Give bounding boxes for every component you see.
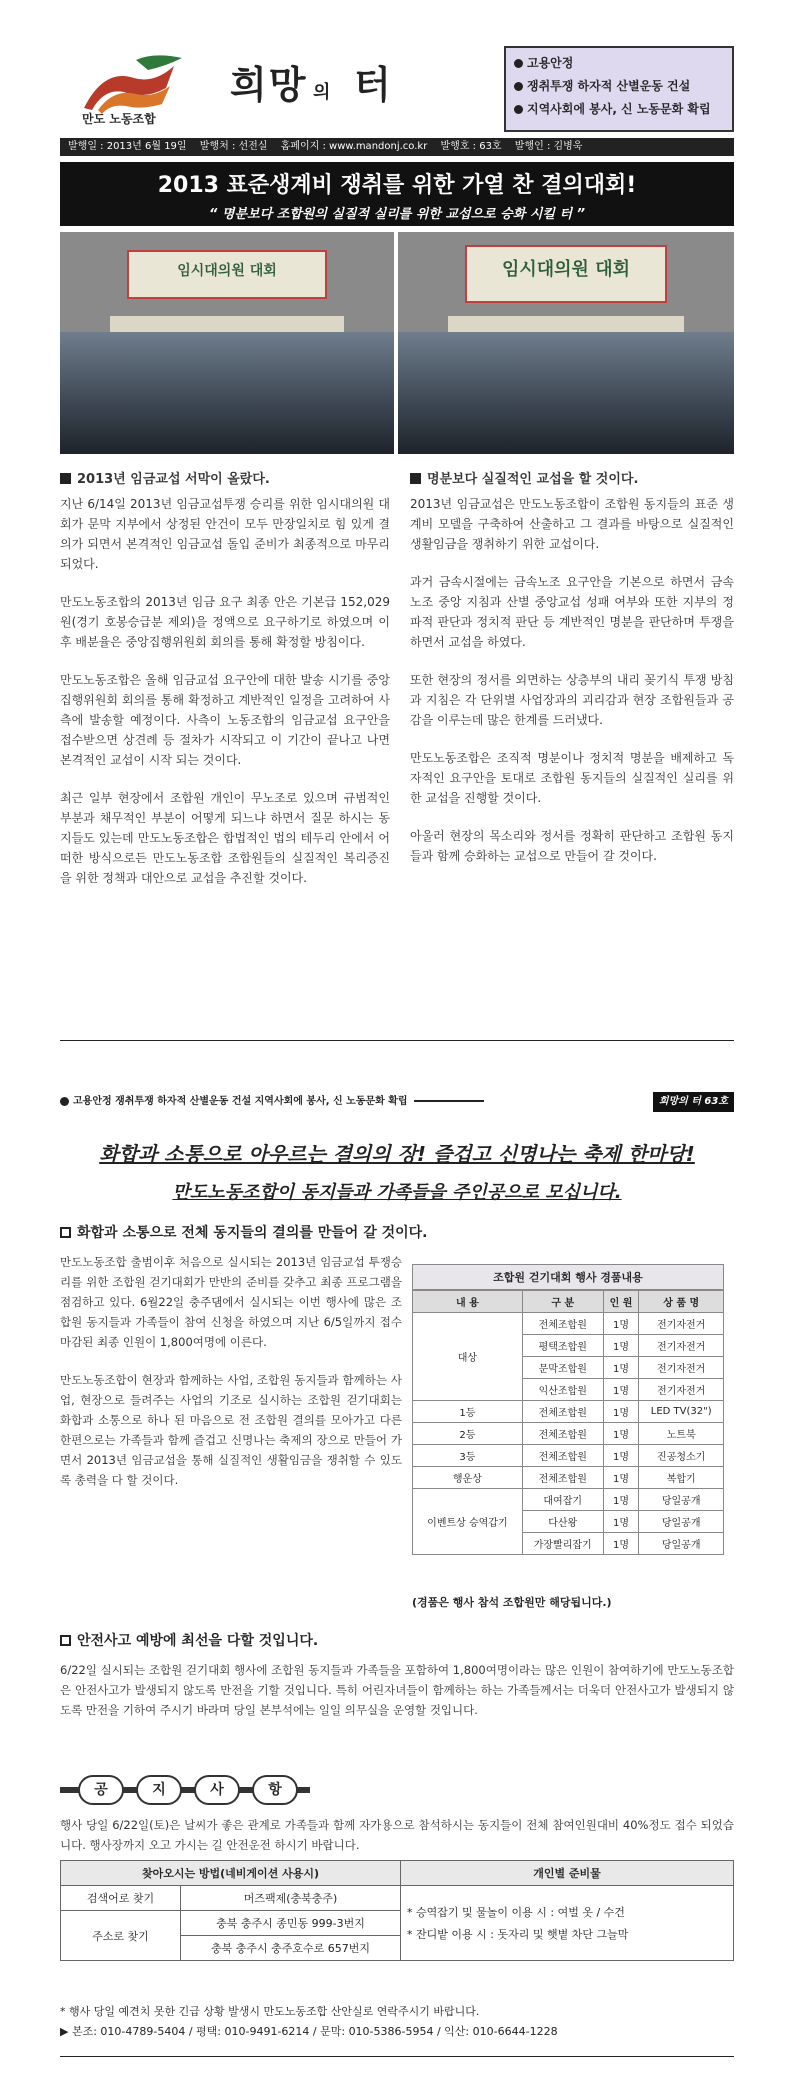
prize-cell: 3등	[413, 1445, 523, 1467]
square-outline-icon	[60, 1635, 71, 1646]
right-column	[410, 470, 734, 884]
contact-numbers: ▶ 본조: 010-4789-5404 / 평택: 010-9491-6214 / 문막: 010-5386-5954 / 익산: 010-6644-1228	[60, 2025, 558, 2038]
photo-2-banner: 임시대의원 대회	[465, 245, 667, 303]
address-label: 주소로 찾기	[61, 1911, 181, 1961]
info-editor: 발행인 : 김병욱	[514, 141, 583, 152]
left-column-title: 2013년 임금교섭 서막이 올랐다.	[60, 470, 390, 490]
masthead-b: 의	[313, 82, 331, 103]
prize-cell: 1명	[603, 1335, 639, 1357]
festival-para-2: 만도노동조합이 현장과 함께하는 사업, 조합원 동지들과 함께하는 사업, 현장으로 들려주는 사업의 기조로 실시하는 조합원 걷기대회는 화합과 소통으로 하나 된 마음으로 전 조합원 결의를 모아가고 다른 한편으로는 가족들과 함께 즐겁고 신명나는 축제의 장으로 만들어 가면서 2013년 임금교섭을 통해 실질적인 생활임금을 쟁취할 수 있도록 총력을 다 할 것이다.	[60, 1373, 402, 1487]
directions-table	[60, 1860, 734, 1961]
masthead-c: 터	[353, 62, 393, 107]
bullet-icon	[514, 105, 523, 114]
masthead-a: 희망	[230, 62, 308, 107]
headline-bar	[60, 162, 734, 226]
prize-cell: 1명	[603, 1313, 639, 1335]
left-para-2: 만도노동조합의 2013년 임금 요구 최종 안은 기본급 152,029원(경기 호봉승급분 제외)을 정액으로 요구하기로 하였으며 이후 배분율은 중앙집행위원회 회의를 통해 확정할 방침이다.	[60, 595, 390, 649]
notice-char: 공	[78, 1775, 124, 1805]
left-column	[60, 470, 390, 906]
prep-list	[401, 1886, 734, 1961]
masthead	[230, 54, 393, 109]
prize-cell: 당일공개	[639, 1511, 724, 1533]
prize-cell: 복합기	[639, 1467, 724, 1489]
bottom-notes	[60, 2002, 734, 2042]
prep-header: 개인별 준비물	[401, 1861, 734, 1886]
prize-cell: 익산조합원	[522, 1379, 603, 1401]
info-issue: 발행호 : 63호	[440, 141, 502, 152]
right-para-2: 과거 금속시절에는 금속노조 요구안을 기본으로 하면서 금속노조 중앙 지침과 산별 중앙교섭 성패 여부와 또한 지부의 정파적 판단과 정치적 판단 등 계반적인 명분을 판단하며 투쟁을 하면서 교섭을 하였다.	[410, 575, 734, 649]
left-para-1: 지난 6/14일 2013년 임금교섭투쟁 승리를 위한 임시대의원 대회가 문막 지부에서 상정된 안건이 모두 만장일치로 힘 있게 결의가 되면서 본격적인 임금교섭 돌입 준비가 최종적으로 마무리 되었다.	[60, 497, 390, 571]
prize-row	[413, 1467, 724, 1489]
festival-para-1: 만도노동조합 출범이후 처음으로 실시되는 2013년 임금교섭 투쟁승리를 위한 조합원 걷기대회가 만반의 준비를 갖추고 최종 프로그램을 점검하고 있다. 6월22일 충주댐에서 실시되는 이번 행사에 많은 조합원 동지들과 가족들이 참여 신청을 하였으며 지난 6/5일까지 접수 마감된 최종 인원이 1,800여명에 이른다.	[60, 1255, 402, 1349]
address-value-1: 충북 충주시 종민동 999-3번지	[181, 1911, 401, 1936]
notice-char: 지	[136, 1775, 182, 1805]
slogan-2: 쟁취투쟁 하자적 산별운동 건설	[514, 77, 724, 94]
slogan-box	[504, 46, 734, 132]
prize-cell: 1명	[603, 1357, 639, 1379]
left-para-3: 만도노동조합은 올해 임금교섭 요구안에 대한 발송 시기를 중앙집행위원회 회의를 통해 확정하고 계반적인 일정을 고려하여 사측에 발송할 예정이다. 사측이 노동조합의 임금교섭 요구안을 접수받으면 상견례 등 절차가 시작되고 이 기간이 끝나고 나면 본격적인 교섭이 시작 되는 것이다.	[60, 673, 390, 767]
section-divider	[60, 1040, 734, 1041]
photo-2	[398, 232, 734, 454]
festival-section-2	[60, 1660, 734, 1738]
subhead: “ 명분보다 조합원의 실질적 실리를 위한 교섭으로 승화 시킬 터 ”	[209, 207, 585, 222]
prize-cell: 대여잡기	[522, 1489, 603, 1511]
right-para-5: 아울러 현장의 목소리와 정서를 정확히 판단하고 조합원 동지들과 함께 승화하는 교섭으로 만들어 갈 것이다.	[410, 829, 734, 863]
prize-cell: 전체조합원	[522, 1313, 603, 1335]
org-name: 만도 노동조합	[82, 112, 156, 126]
headline: 2013 표준생계비 쟁취를 위한 가열 찬 결의대회!	[157, 173, 637, 198]
prize-cell: 1명	[603, 1379, 639, 1401]
prep-item-1: * 승역잡기 및 물놀이 이용 시 : 여벌 옷 / 수건	[407, 1906, 625, 1919]
left-para-4: 최근 일부 현장에서 조합원 개인이 무노조로 있으며 규범적인 부분과 채무적인 부분이 어떻게 되느냐 하면서 질문 하시는 동지들도 있는데 만도노동조합은 합법적인 법의 테두리 안에서 어떠한 방식으로든 만도노동조합 조합원들의 실질적인 복리증진을 위한 정책과 대안으로 교섭을 추진할 것이다.	[60, 791, 390, 885]
prize-cell: 이벤트상 승역갑기	[413, 1489, 523, 1555]
issue-badge: 희망의 터 63호	[653, 1092, 734, 1112]
prize-row	[413, 1445, 724, 1467]
prize-cell: 1등	[413, 1401, 523, 1423]
right-para-3: 또한 현장의 정서를 외면하는 상층부의 내리 꽂기식 투쟁 방침과 지침은 각 단위별 사업장과의 괴리감과 현장 조합원들과 공감을 이루는데 많은 한계를 드러냈다.	[410, 673, 734, 727]
festival-subheadline: 만도노동조합이 동지들과 가족들을 주인공으로 모십니다.	[172, 1182, 622, 1203]
page-strip: 고용안정 쟁취투쟁 하자적 산별운동 건설 지역사회에 봉사, 신 노동문화 확립 희망의 터 63호	[60, 1092, 734, 1112]
prize-cell: 전기자전거	[639, 1379, 724, 1401]
info-bar	[60, 138, 734, 156]
address-value-2: 충북 충주시 충주호수로 657번지	[181, 1936, 401, 1961]
prize-header-cell: 상 품 명	[639, 1291, 724, 1313]
directions-header: 찾아오시는 방법(네비게이션 사용시)	[61, 1861, 401, 1886]
slogan-3: 지역사회에 봉사, 신 노동문화 확립	[514, 100, 724, 117]
prize-cell: 전체조합원	[522, 1401, 603, 1423]
prize-cell: 당일공개	[639, 1489, 724, 1511]
prize-cell: 노트북	[639, 1423, 724, 1445]
prize-cell: 1명	[603, 1423, 639, 1445]
prize-cell: 전체조합원	[522, 1445, 603, 1467]
festival-headline: 화합과 소통으로 아우르는 결의의 장! 즐겁고 신명나는 축제 한마당!	[99, 1142, 695, 1166]
prize-cell: 1명	[603, 1489, 639, 1511]
prize-cell: 전기자전거	[639, 1335, 724, 1357]
prize-row	[413, 1401, 724, 1423]
prize-cell: 평택조합원	[522, 1335, 603, 1357]
prize-header-cell: 구 분	[522, 1291, 603, 1313]
prize-cell: 1명	[603, 1467, 639, 1489]
prize-cell: 당일공개	[639, 1533, 724, 1555]
search-value: 머즈팩제(충북충주)	[181, 1886, 401, 1911]
prize-cell: 대상	[413, 1313, 523, 1401]
prize-table	[412, 1264, 724, 1555]
header	[60, 40, 734, 132]
prize-cell: 진공청소기	[639, 1445, 724, 1467]
square-bullet-icon	[410, 473, 421, 484]
photo-2-crowd	[398, 332, 734, 454]
prize-table-caption: 조합원 걷기대회 행사 경품내용	[412, 1264, 724, 1290]
notice-char: 사	[194, 1775, 240, 1805]
prize-cell: LED TV(32")	[639, 1401, 724, 1423]
right-column-title: 명분보다 실질적인 교섭을 할 것이다.	[410, 470, 734, 490]
prize-row	[413, 1423, 724, 1445]
prize-cell: 다산왕	[522, 1511, 603, 1533]
prize-row	[413, 1489, 724, 1511]
square-bullet-icon	[60, 473, 71, 484]
search-label: 검색어로 찾기	[61, 1886, 181, 1911]
notice-label	[60, 1775, 310, 1805]
prize-cell: 전기자전거	[639, 1357, 724, 1379]
strip-line	[414, 1100, 484, 1102]
bottom-divider	[60, 2056, 734, 2057]
right-para-4: 만도노동조합은 조직적 명분이나 정치적 명분을 배제하고 독자적인 요구안을 토대로 조합원 동지들의 실질적인 실리를 위한 교섭을 진행할 것이다.	[410, 751, 734, 805]
prize-header-cell: 인 원	[603, 1291, 639, 1313]
prize-row	[413, 1313, 724, 1335]
festival-section-2-title: 안전사고 예방에 최선을 다할 것입니다.	[60, 1630, 318, 1650]
prize-cell: 문막조합원	[522, 1357, 603, 1379]
notice-char: 항	[252, 1775, 298, 1805]
prize-cell: 전체조합원	[522, 1467, 603, 1489]
prize-cell: 1명	[603, 1511, 639, 1533]
photo-1	[60, 232, 394, 454]
bullet-icon	[514, 59, 523, 68]
prize-note: (경품은 행사 참석 조합원만 해당됩니다.)	[412, 1596, 612, 1609]
prize-header-cell: 내 용	[413, 1291, 523, 1313]
prep-item-2: * 잔디밭 이용 시 : 돗자리 및 햇볕 차단 그늘막	[407, 1928, 629, 1941]
bullet-icon	[514, 82, 523, 91]
festival-section-1	[60, 1252, 402, 1508]
prize-cell: 2등	[413, 1423, 523, 1445]
photo-1-banner: 임시대의원 대회	[127, 250, 327, 299]
prize-cell: 1명	[603, 1401, 639, 1423]
info-date: 발행일 : 2013년 6월 19일	[68, 141, 187, 152]
notice-text: 행사 당일 6/22일(토)은 날씨가 좋은 관계로 가족들과 함께 자가용으로 참석하시는 동지들이 전체 참여인원대비 40%정도 접수 되었습니다. 행사장까지 오고 가시는 길 안전운전 하시기 바랍니다.	[60, 1818, 734, 1852]
festival-section-2-para: 6/22일 실시되는 조합원 걷기대회 행사에 조합원 동지들과 가족들을 포함하여 1,800여명이라는 많은 인원이 참여하기에 만도노동조합은 안전사고가 발생되지 않도록 만전을 기할 것입니다. 특히 어린자녀들이 함께하는 하는 가족들께서는 더욱더 안전사고가 발생되지 않도록 만전을 기하여 주시기 바라며 당일 본부석에는 일일 의무실을 운영할 것입니다.	[60, 1663, 734, 1717]
prize-cell: 1명	[603, 1445, 639, 1467]
prize-cell: 가장빨리잡기	[522, 1533, 603, 1555]
photo-1-crowd	[60, 332, 394, 454]
bullet-icon	[60, 1097, 69, 1106]
right-para-1: 2013년 임금교섭은 만도노동조합이 조합원 동지들의 표준 생계비 모델을 구축하여 산출하고 그 결과를 바탕으로 실질적인 생활임금을 쟁취하기 위한 교섭이다.	[410, 497, 734, 551]
prize-table-header	[413, 1291, 724, 1313]
prize-cell: 전기자전거	[639, 1313, 724, 1335]
prize-cell: 1명	[603, 1533, 639, 1555]
slogan-1: 고용안정	[514, 54, 724, 71]
info-publisher: 발행처 : 선전실	[199, 141, 268, 152]
prize-cell: 행운상	[413, 1467, 523, 1489]
info-homepage[interactable]: 홈페이지 : www.mandonj.co.kr	[280, 141, 428, 152]
emergency-note: * 행사 당일 예견치 못한 긴급 상황 발생시 만도노동조합 산안실로 연락주시기 바랍니다.	[60, 2005, 480, 2018]
festival-section-1-title: 화합과 소통으로 전체 동지들의 결의를 만들어 갈 것이다.	[60, 1222, 428, 1242]
square-outline-icon	[60, 1227, 71, 1238]
prize-cell: 전체조합원	[522, 1423, 603, 1445]
